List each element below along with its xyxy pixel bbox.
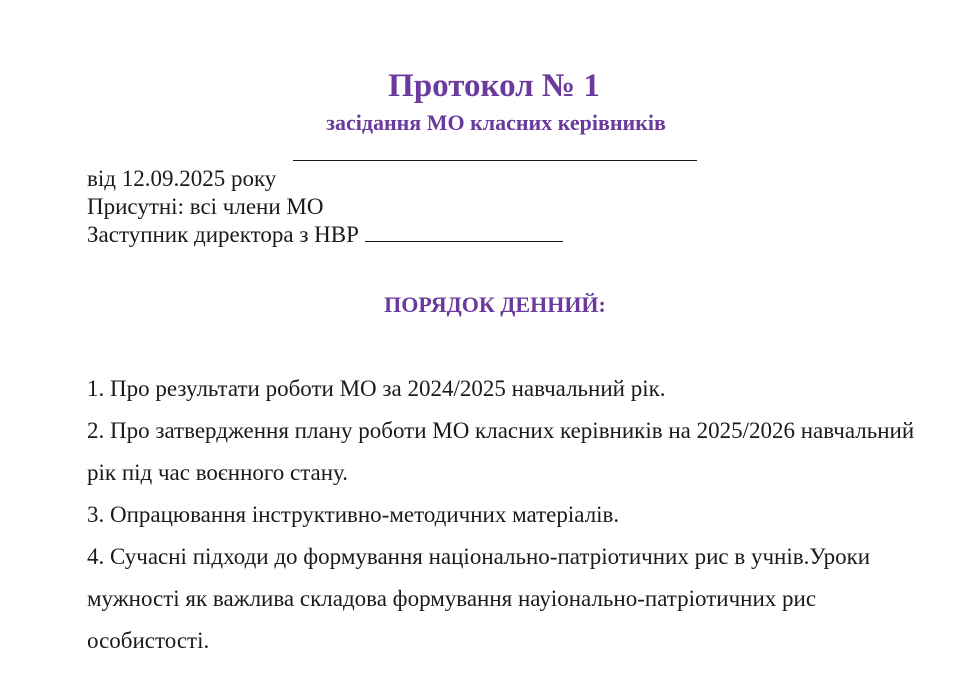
- attendees-line: Присутні: всі члени МО: [87, 194, 324, 219]
- agenda-list: [87, 368, 927, 662]
- agenda-item: 2. Про затвердження плану роботи МО класних керівників на 2025/2026 навчальний рік під час воєнного стану.: [87, 418, 915, 485]
- protocol-subtitle: засідання МО класних керівників: [326, 110, 666, 135]
- title-underline: [293, 160, 697, 161]
- agenda-item: 3. Опрацювання інструктивно-методичних матеріалів.: [87, 502, 620, 527]
- agenda-heading: ПОРЯДОК ДЕННИЙ:: [384, 292, 606, 317]
- agenda-item: 4. Сучасні підходи до формування національно-патріотичних рис в учнів.Уроки мужності як важлива складова формування науіонально-патріотичних рис особистості.: [87, 544, 871, 653]
- deputy-director-label: Заступник директора з НВР: [87, 222, 359, 247]
- agenda-item: 1. Про результати роботи МО за 2024/2025 навчальний рік.: [87, 376, 666, 401]
- signature-blank: [365, 221, 563, 242]
- meeting-date: від 12.09.2025 року: [87, 166, 277, 191]
- deputy-director-line: [87, 221, 563, 249]
- protocol-title: Протокол № 1: [388, 68, 600, 104]
